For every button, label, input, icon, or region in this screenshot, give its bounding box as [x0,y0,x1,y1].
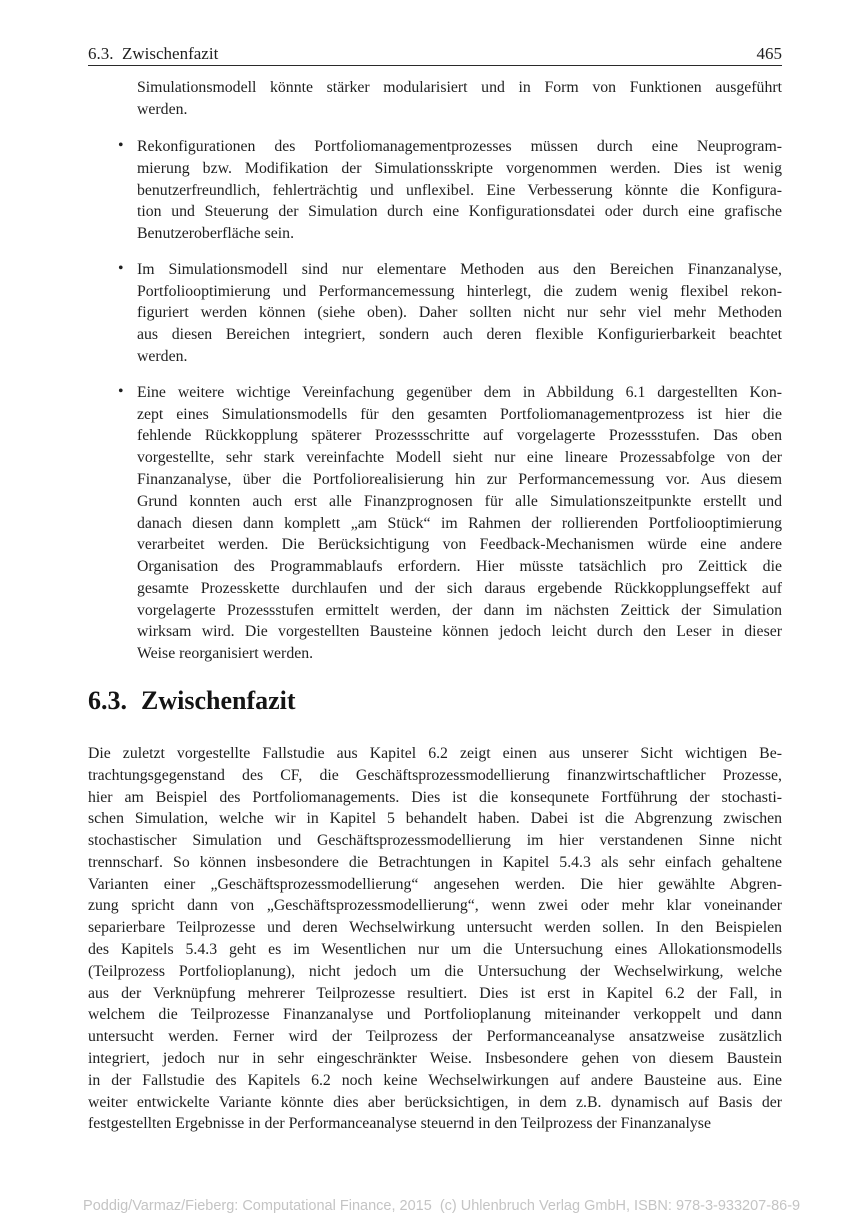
header-section-label: 6.3. Zwischenfazit [88,44,219,63]
text-line: danach diesen dann komplett „am Stück“ im Rahmen der rollierenden Portfoliooptimierung [137,514,782,532]
footer-text: Poddig/Varmaz/Fieberg: Computational Finance, 2015 (c) Uhlenbruch Verlag GmbH, ISBN: 978-3-933207-86-9 [83,1198,801,1214]
text-line: Varianten einer „Geschäftsprozessmodellierung“ angesehen werden. Die hier gewählte Abgren- [88,875,782,893]
continuation-paragraph [137,77,782,121]
text-line: Die zuletzt vorgestellte Fallstudie aus Kapitel 6.2 zeigt einen aus unserer Sicht wichtigen Be- [88,745,782,762]
header-rule [88,65,782,66]
text-line: Portfoliooptimierung und Performancemessung hinterlegt, die zudem wenig flexibel rekon- [137,282,782,300]
text-line: integriert, jedoch nur in sehr eingeschränkter Weise. Insbesondere gehen von diesem Baustein [88,1049,782,1067]
text-line: gesamte Prozesskette durchlaufen und der sich daraus ergebende Rückkopplungseffekt auf [137,579,782,597]
bullet-text [137,136,782,245]
text-line: Weise reorganisiert werden. [137,645,314,663]
section-heading [88,686,296,716]
section-title: Zwischenfazit [141,686,296,715]
bullet-item-reconfiguration [88,136,782,245]
body-paragraph [88,743,782,1135]
text-line: festgestellten Ergebnisse in der Performanceanalyse steuernd in den Teilprozess der Finanzanalyse [88,1115,711,1133]
text-line: zept eines Simulationsmodells für den gesamten Portfoliomanagementprozess ist hier die [137,405,782,423]
text-line: trennscharf. So können insbesondere die Betrachtungen in Kapitel 5.4.3 als sehr einfach gehaltene [88,853,782,871]
page-number: 465 [756,44,782,63]
text-line: benutzerfreundlich, fehlerträchtig und unflexibel. Eine Verbesserung könnte die Konfigura- [137,181,782,199]
text-line: Im Simulationsmodell sind nur elementare Methoden aus den Bereichen Finanzanalyse, [137,260,782,278]
bullet-item-methods [88,259,782,368]
running-header [88,44,782,64]
bullet-list [88,136,782,679]
text-line: hier am Beispiel des Portfoliomanagements. Dies ist die konsequnete Fortführung der stochasti- [88,788,782,806]
text-line: (Teilprozess Portfolioplanung), nicht jedoch um die Untersuchung der Wechselwirkung, welche [88,962,782,980]
page-footer [0,1182,867,1227]
text-line: Rekonfigurationen des Portfoliomanagementprozesses müssen durch eine Neuprogram- [137,138,782,155]
text-line: Grund konnten auch erst alle Finanzprognosen für alle Simulationszeitpunkte erstellt und [137,492,782,510]
text-line: Eine weitere wichtige Vereinfachung gegenüber dem in Abbildung 6.1 dargestellten Kon- [137,383,782,401]
text-line: untersucht werden. Ferner wird der Teilprozess der Performanceanalyse ansatzweise zusätzlich [88,1028,782,1046]
text-line: aus der Verknüpfung mehrerer Teilprozesse resultiert. Dies ist erst in Kapitel 6.2 der Fall, in [88,984,782,1002]
text-line: Finanzanalyse, über die Portfoliorealisierung hin zur Performancemessung vor. Aus diesem [137,470,782,488]
text-line: weiter entwickelte Variante könnte dies aber berücksichtigen, in dem z.B. dynamisch auf Basis der [88,1093,782,1111]
bullet-text [137,382,782,665]
text-line: aus diesen Bereichen integriert, sondern auch deren flexible Konfigurierbarkeit beachtet [137,326,782,344]
text-line: trachtungsgegenstand des CF, die Geschäftsprozessmodellierung finanzwirtschaftlicher Prozesse, [88,766,782,784]
text-line: stochastischer Simulation und Geschäftsprozessmodellierung im hier verstandenen Sinne nicht [88,832,782,850]
text-line: Organisation des Programmablaufs erfordern. Hier müsste tatsächlich pro Zeittick die [137,558,782,576]
text-line: Simulationsmodell könnte stärker modularisiert und in Form von Funktionen ausgeführt [137,79,782,96]
bullet-icon: • [118,137,124,154]
section-number: 6.3. [88,686,127,715]
text-line: mierung bzw. Modifikation der Simulationsskripte vorgenommen werden. Dies ist wenig [137,159,782,177]
text-line: wirksam wird. Die vorgestellten Bausteine können jedoch leicht durch den Leser in dieser [137,623,782,641]
text-line: werden. [137,348,188,366]
text-line: vorgestellte, sehr stark vereinfachte Modell sieht nur eine lineare Prozessabfolge von der [137,449,782,467]
bullet-icon: • [118,259,124,277]
text-line: fehlende Rückkopplung späterer Prozessschritte auf vorgelagerte Prozessstufen. Das oben [137,427,782,445]
text-line: figuriert werden können (siehe oben). Daher sollten nicht nur sehr viel mehr Methoden [137,304,782,322]
bullet-item-simplification [88,382,782,665]
text-line: separierbare Teilprozesse und deren Wechselwirkung untersucht werden sollen. In den Beispielen [88,919,782,937]
text-line: welchem die Teilprozesse Finanzanalyse und Portfolioplanung miteinander verkoppelt und dann [88,1006,782,1024]
text-line: schen Simulation, welche wir in Kapitel 5 behandelt haben. Dabei ist die Abgrenzung zwischen [88,810,782,828]
text-line: in der Fallstudie des Kapitels 6.2 noch keine Wechselwirkungen auf andere Bausteine aus. Eine [88,1071,782,1089]
text-line: tion und Steuerung der Simulation durch eine Konfigurationsdatei oder durch eine grafische [137,203,782,221]
text-line: vorgelagerte Prozessstufen ermittelt werden, der dann im nächsten Zeittick der Simulation [137,601,782,619]
text-line: verarbeitet werden. Die Berücksichtigung von Feedback-Mechanismen würde eine andere [137,536,782,554]
text-line: Benutzeroberfläche sein. [137,225,295,243]
text-line: des Kapitels 5.4.3 geht es im Wesentlichen nur um die Untersuchung eines Allokationsmodells [88,941,782,959]
text-line: zung spricht dann von „Geschäftsprozessmodellierung“, wenn zwei oder mehr klar voneinander [88,897,782,915]
bullet-icon: • [118,382,124,400]
text-line: werden. [137,100,188,118]
bullet-text [137,259,782,368]
